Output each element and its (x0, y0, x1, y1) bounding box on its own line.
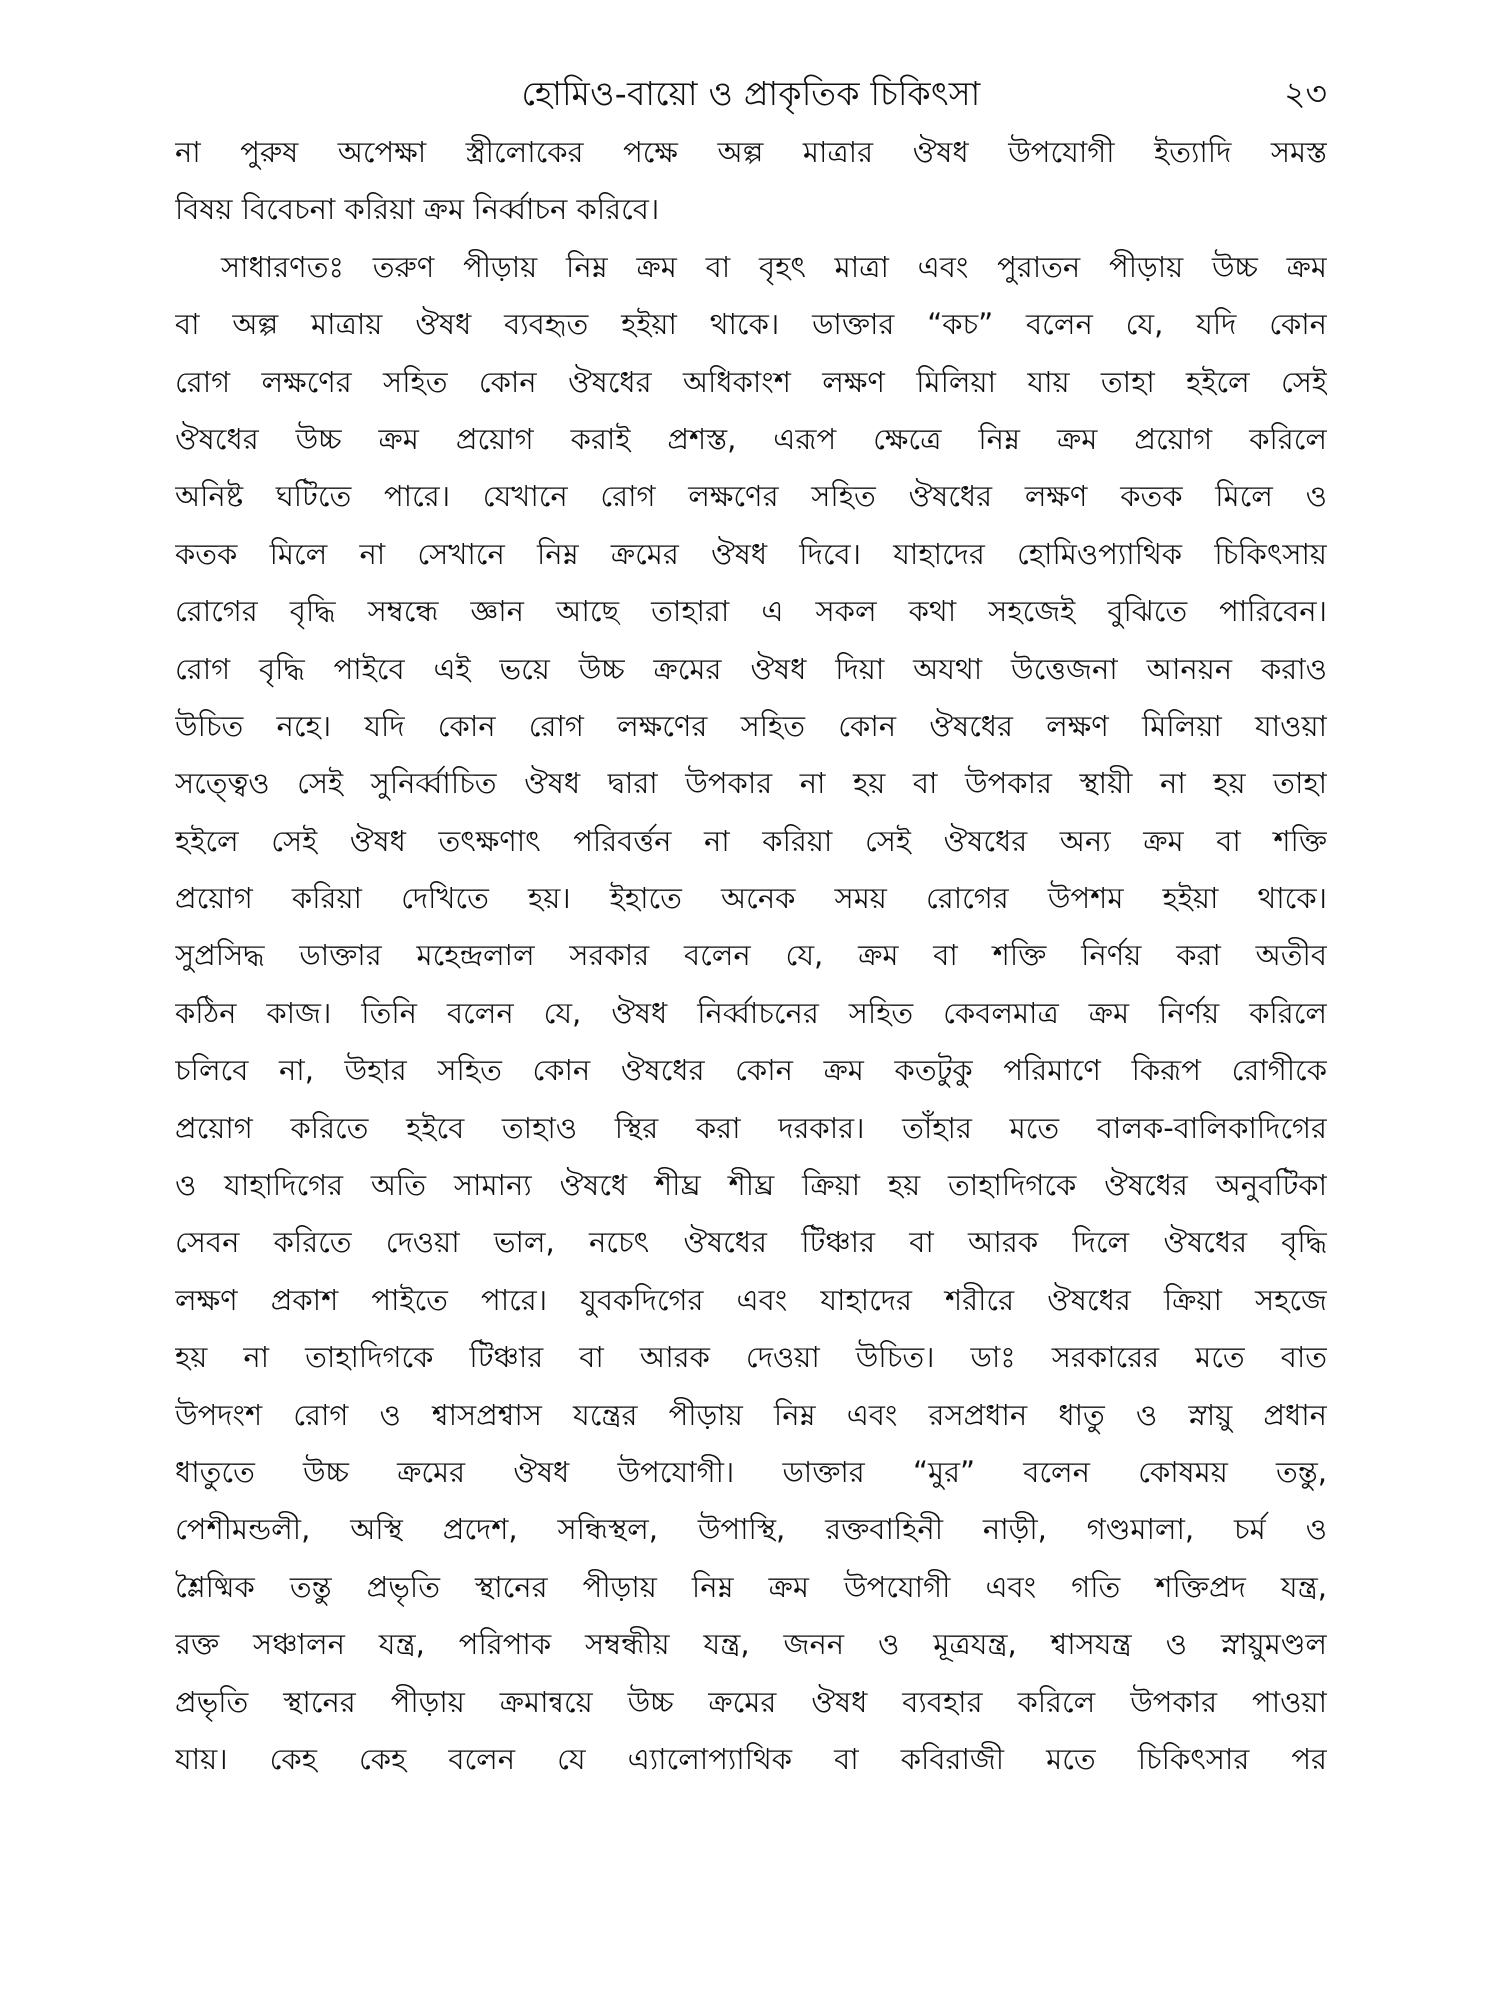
running-title: হোমিও-বায়ো ও প্রাকৃতিক চিকিৎসা (521, 74, 981, 113)
text-line: সুপ্রসিদ্ধ ডাক্তার মহেন্দ্রলাল সরকার বলেন যে, ক্রম বা শক্তি নির্ণয় করা অতীব (175, 938, 1327, 973)
text-line: রোগের বৃদ্ধি সম্বন্ধে জ্ঞান আছে তাহারা এ সকল কথা সহজেই বুঝিতে পারিবেন। (175, 594, 1327, 629)
text-line: উপদংশ রোগ ও শ্বাসপ্রশ্বাস যন্ত্রের পীড়ায় নিম্ন এবং রসপ্রধান ধাতু ও স্নায়ু প্রধান (175, 1397, 1327, 1432)
text-line: উচিত নহে। যদি কোন রোগ লক্ষণের সহিত কোন ঔষধের লক্ষণ মিলিয়া যাওয়া (175, 708, 1327, 743)
text-line: প্রভৃতি স্থানের পীড়ায় ক্রমান্বয়ে উচ্চ ক্রমের ঔষধ ব্যবহার করিলে উপকার পাওয়া (175, 1684, 1327, 1719)
text-line: অনিষ্ট ঘটিতে পারে। যেখানে রোগ লক্ষণের সহিত ঔষধের লক্ষণ কতক মিলে ও (175, 479, 1327, 514)
text-line: সেবন করিতে দেওয়া ভাল, নচেৎ ঔষধের টিঞ্চার বা আরক দিলে ঔষধের বৃদ্ধি (175, 1225, 1327, 1260)
text-line: ধাতুতে উচ্চ ক্রমের ঔষধ উপযোগী। ডাক্তার “মুর” বলেন কোষময় তন্তু, (175, 1454, 1327, 1489)
text-line: প্রয়োগ করিতে হইবে তাহাও স্থির করা দরকার। তাঁহার মতে বালক-বালিকাদিগের (175, 1110, 1327, 1145)
text-line: কতক মিলে না সেখানে নিম্ন ক্রমের ঔষধ দিবে। যাহাদের হোমিওপ্যাথিক চিকিৎসায় (175, 536, 1327, 571)
text-line: রক্ত সঞ্চালন যন্ত্র, পরিপাক সম্বন্ধীয় যন্ত্র, জনন ও মূত্রযন্ত্র, শ্বাসযন্ত্র ও স্নায়ুমণ্ডল (175, 1627, 1327, 1662)
text-line: ও যাহাদিগের অতি সামান্য ঔষধে শীঘ্র শীঘ্র ক্রিয়া হয় তাহাদিগকে ঔষধের অনুবটিকা (175, 1168, 1327, 1203)
text-line: শ্লৈষ্মিক তন্তু প্রভৃতি স্থানের পীড়ায় নিম্ন ক্রম উপযোগী এবং গতি শক্তিপ্রদ যন্ত্র, (175, 1569, 1327, 1604)
text-line: রোগ লক্ষণের সহিত কোন ঔষধের অধিকাংশ লক্ষণ মিলিয়া যায় তাহা হইলে সেই (175, 364, 1327, 399)
text-line: কঠিন কাজ। তিনি বলেন যে, ঔষধ নির্ব্বাচনের সহিত কেবলমাত্র ক্রম নির্ণয় করিলে (175, 995, 1327, 1030)
text-line: লক্ষণ প্রকাশ পাইতে পারে। যুবকদিগের এবং যাহাদের শরীরে ঔষধের ক্রিয়া সহজে (175, 1282, 1327, 1317)
text-line: প্রয়োগ করিয়া দেখিতে হয়। ইহাতে অনেক সময় রোগের উপশম হইয়া থাকে। (175, 881, 1327, 916)
text-line: চলিবে না, উহার সহিত কোন ঔষধের কোন ক্রম কতটুকু পরিমাণে কিরূপ রোগীকে (175, 1053, 1327, 1088)
page-number: ২৩ (1284, 74, 1327, 113)
text-line: বা অল্প মাত্রায় ঔষধ ব্যবহৃত হইয়া থাকে। ডাক্তার “কচ” বলেন যে, যদি কোন (175, 307, 1327, 342)
text-line: রোগ বৃদ্ধি পাইবে এই ভয়ে উচ্চ ক্রমের ঔষধ দিয়া অযথা উত্তেজনা আনয়ন করাও (175, 651, 1327, 686)
text-line: না পুরুষ অপেক্ষা স্ত্রীলোকের পক্ষে অল্প মাত্রার ঔষধ উপযোগী ইত্যাদি সমস্ত (175, 135, 1327, 169)
text-line: যায়। কেহ কেহ বলেন যে এ্যালোপ্যাথিক বা কবিরাজী মতে চিকিৎসার পর (175, 1741, 1327, 1776)
text-line: হইলে সেই ঔষধ তৎক্ষণাৎ পরিবর্ত্তন না করিয়া সেই ঔষধের অন্য ক্রম বা শক্তি (175, 823, 1327, 858)
running-header (175, 66, 1327, 126)
text-line: হয় না তাহাদিগকে টিঞ্চার বা আরক দেওয়া উচিত। ডাঃ সরকারের মতে বাত (175, 1340, 1327, 1375)
text-line: ঔষধের উচ্চ ক্রম প্রয়োগ করাই প্রশস্ত, এরূপ ক্ষেত্রে নিম্ন ক্রম প্রয়োগ করিলে (175, 421, 1327, 456)
text-line: পেশীমন্ডলী, অস্থি প্রদেশ, সন্ধিস্থল, উপাস্থি, রক্তবাহিনী নাড়ী, গণ্ডমালা, চর্ম ও (175, 1512, 1327, 1547)
text-line: বিষয় বিবেচনা করিয়া ক্রম নির্ব্বাচন করিবে। (175, 192, 660, 227)
paragraph-first-line: সাধারণতঃ তরুণ পীড়ায় নিম্ন ক্রম বা বৃহৎ মাত্রা এবং পুরাতন পীড়ায় উচ্চ ক্রম (221, 249, 1327, 284)
body-text (175, 124, 1327, 1788)
text-line: সত্ত্বেও সেই সুনির্ব্বাচিত ঔষধ দ্বারা উপকার না হয় বা উপকার স্থায়ী না হয় তাহা (175, 766, 1327, 801)
